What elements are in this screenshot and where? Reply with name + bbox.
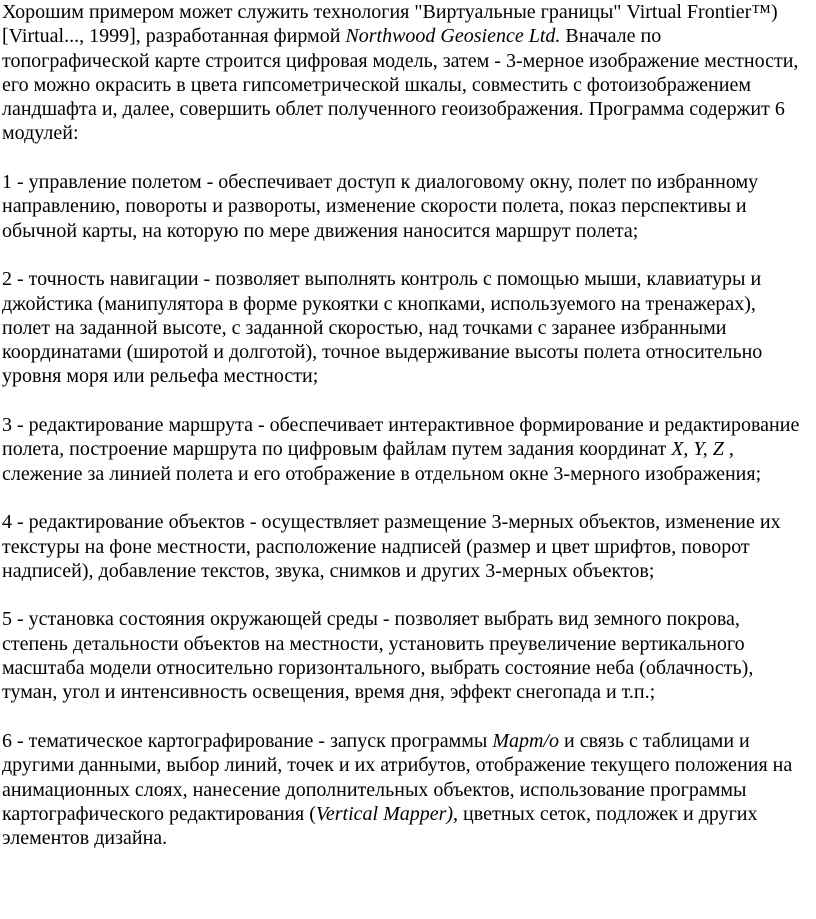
module-5-paragraph: 5 - установка состояния окружающей среды - позволяет выбрать вид земного покрова, степень детальности объектов на местности, установить преувеличение вертикального масштаба модели относительно горизонтального, выбрать состояние неба (облачность), туман, угол и интенсивность освещения, время дня, эффект снегопада и т.п.; xyxy=(2,608,754,704)
module-6-vertical-mapper: Vertical Mapper), xyxy=(315,802,459,825)
module-6-text-end: цветных сеток, подложек и других элементов дизайна. xyxy=(2,802,758,850)
module-4-paragraph: 4 - редактирование объектов - осуществляет размещение 3-мерных объектов, изменение их текстуры на фоне местности, расположение надписей (размер и цвет шрифтов, поворот надписей), добавление текстов, звука, снимков и других 3-мерных объектов; xyxy=(2,511,781,582)
intro-paragraph xyxy=(2,0,808,146)
company-name: Northwood Geosience Ltd. xyxy=(345,25,561,48)
module-3-text-start: 3 - редактирование маршрута - обеспечивает интерактивное формирование и редактирование полета, построение маршрута по цифровым файлам путем задания координат xyxy=(2,414,800,461)
intro-text-start: Хорошим примером может служить технология "Виртуальные границы" Virtual Frontier™) [Virtual..., 1999], разработанная фирмой xyxy=(2,1,778,48)
module-6-paragraph xyxy=(2,729,808,850)
module-6-text-middle: и связь с таблицами и другими данными, выбор линий, точек и их атрибутов, отображение текущего положения на анимационных слоях, нанесение дополнительных объектов, использование программы картографического редактирования ( xyxy=(2,729,793,825)
module-6-text-start: 6 - тематическое картографирование - запуск программы xyxy=(2,729,493,752)
module-1-paragraph: 1 - управление полетом - обеспечивает доступ к диалоговому окну, полет по избранному направлению, повороты и развороты, изменение скорости полета, показ перспективы и обычной карты, на которую по мере движения наносится маршрут полета; xyxy=(2,171,759,242)
module-3-text-end: , слежение за линией полета и его отображение в отдельном окне 3-мерного изображения; xyxy=(2,438,762,485)
module-2-paragraph: 2 - точность навигации - позволяет выполнять контроль с помощью мыши, клавиатуры и джойстика (манипулятора в форме рукоятки с кнопками, используемого на тренажерах), полет на заданной высоте, с заданной скоростью, над точками с заранее избранными координатами (широтой и долготой), точное выдерживание высоты полета относительно уровня моря или рельефа местности; xyxy=(2,268,763,388)
module-6-program-name: Mapm/o xyxy=(492,729,559,752)
module-3-coordinates: X, Y, Z xyxy=(671,438,724,461)
module-3-paragraph xyxy=(2,413,808,486)
intro-text-end: Вначале по топографической карте строится цифровая модель, затем - 3-мерное изображение местности, его можно окрасить в цвета гипсометрической шкалы, совместить с фотоизображением ландшафта и, далее, совершить облет полученного геоизображения. Программа содержит 6 модулей: xyxy=(2,25,799,145)
